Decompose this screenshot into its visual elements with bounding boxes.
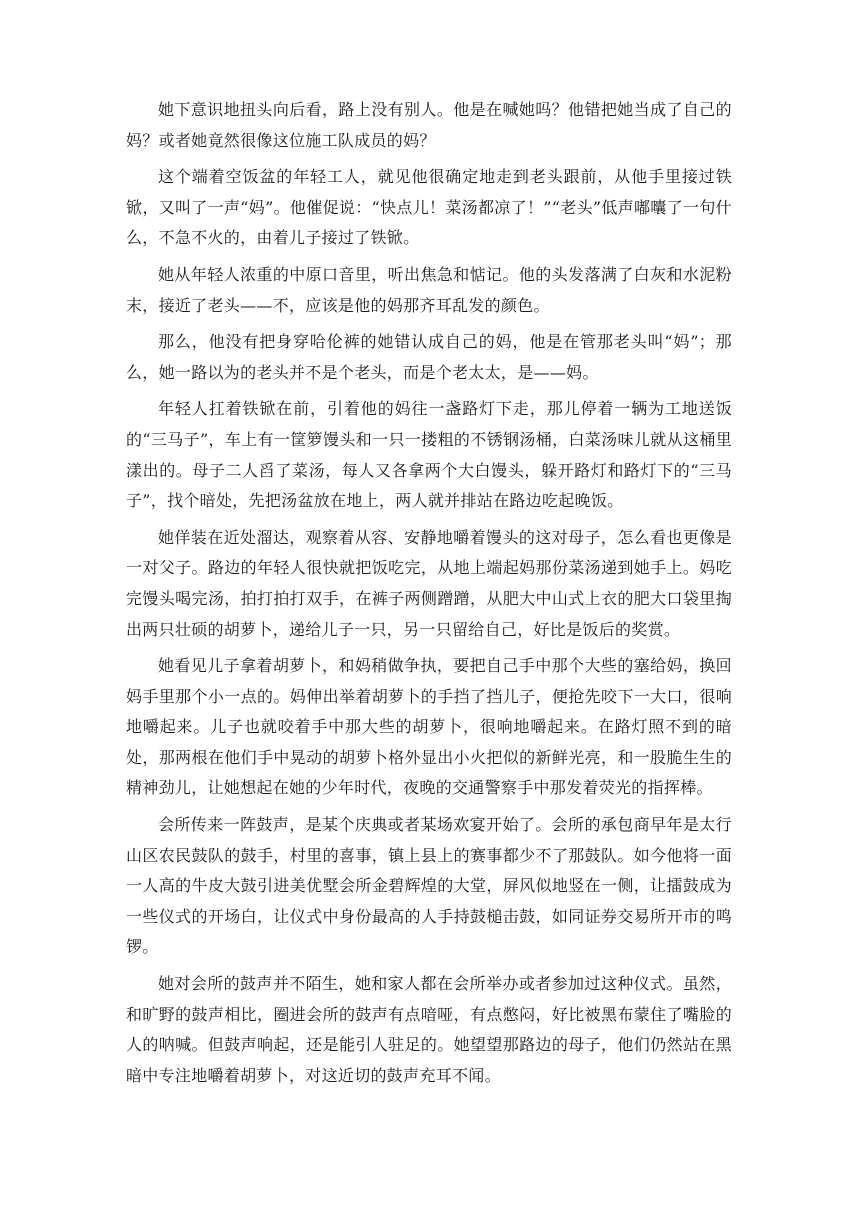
paragraph-7: 她看见儿子拿着胡萝卜，和妈稍做争执，要把自己手中那个大些的塞给妈，换回妈手里那个小一点的。妈伸出举着胡萝卜的手挡了挡儿子，便抢先咬下一大口，很响地嚼起来。儿子也就咬着手中那大些的胡萝卜，很响地嚼起来。在路灯照不到的暗处，那两根在他们手中晃动的胡萝卜格外显出小火把似的新鲜光亮，和一股脆生生的精神劲儿，让她想起在她的少年时代，夜晚的交通警察手中那发着荧光的指挥棒。 (126, 656, 732, 798)
paragraph-5: 年轻人扛着铁锨在前，引着他的妈往一盏路灯下走，那儿停着一辆为工地送饭的“三马子”，车上有一筐箩馒头和一只一搂粗的不锈钢汤桶，白菜汤味儿就从这桶里漾出的。母子二人舀了菜汤，每人又各拿两个大白馒头，躲开路灯和路灯下的“三马子”，找个暗处，先把汤盆放在地上，两人就并排站在路边吃起晚饭。 (126, 399, 732, 511)
paragraph-3: 她从年轻人浓重的中原口音里，听出焦急和惦记。他的头发落满了白灰和水泥粉末，接近了老头——不，应该是他的妈那齐耳乱发的颜色。 (126, 264, 732, 315)
paragraph-2: 这个端着空饭盆的年轻工人，就见他很确定地走到老头跟前，从他手里接过铁锨，又叫了一声“妈”。他催促说：“快点儿！菜汤都凉了！”“老头”低声嘟囔了一句什么，不急不火的，由着儿子接过了铁锨。 (126, 167, 732, 248)
paragraph-1: 她下意识地扭头向后看，路上没有别人。他是在喊她吗？他错把她当成了自己的妈？或者她竟然很像这位施工队成员的妈？ (126, 100, 732, 150)
paragraph-8: 会所传来一阵鼓声，是某个庆典或者某场欢宴开始了。会所的承包商早年是太行山区农民鼓队的鼓手，村里的喜事，镇上县上的赛事都少不了那鼓队。如今他将一面一人高的牛皮大鼓引进美优墅会所金碧辉煌的大堂，屏风似地竖在一侧，让擂鼓成为一些仪式的开场白，让仪式中身份最高的人手持鼓槌击鼓，如同证券交易所开市的鸣锣。 (126, 815, 732, 957)
paragraph-9: 她对会所的鼓声并不陌生，她和家人都在会所举办或者参加过这种仪式。虽然，和旷野的鼓声相比，圈进会所的鼓声有点喑哑，有点憋闷，好比被黑布蒙住了嘴脸的人的呐喊。但鼓声响起，还是能引人驻足的。她望望那路边的母子，他们仍然站在黑暗中专注地嚼着胡萝卜，对这近切的鼓声充耳不闻。 (126, 974, 732, 1085)
paragraph-4: 那么，他没有把身穿哈伦裤的她错认成自己的妈，他是在管那老头叫“妈”；那么，她一路以为的老头并不是个老头，而是个老太太，是——妈。 (126, 332, 732, 382)
document-body (126, 95, 732, 1097)
paragraph-6: 她佯装在近处溜达，观察着从容、安静地嚼着馒头的这对母子，怎么看也更像是一对父子。路边的年轻人很快就把饭吃完，从地上端起妈那份菜汤递到她手上。妈吃完馒头喝完汤，拍打拍打双手，在裤子两侧蹭蹭，从肥大中山式上衣的肥大口袋里掏出两只壮硕的胡萝卜，递给儿子一只，另一只留给自己，好比是饭后的奖赏。 (126, 527, 732, 639)
